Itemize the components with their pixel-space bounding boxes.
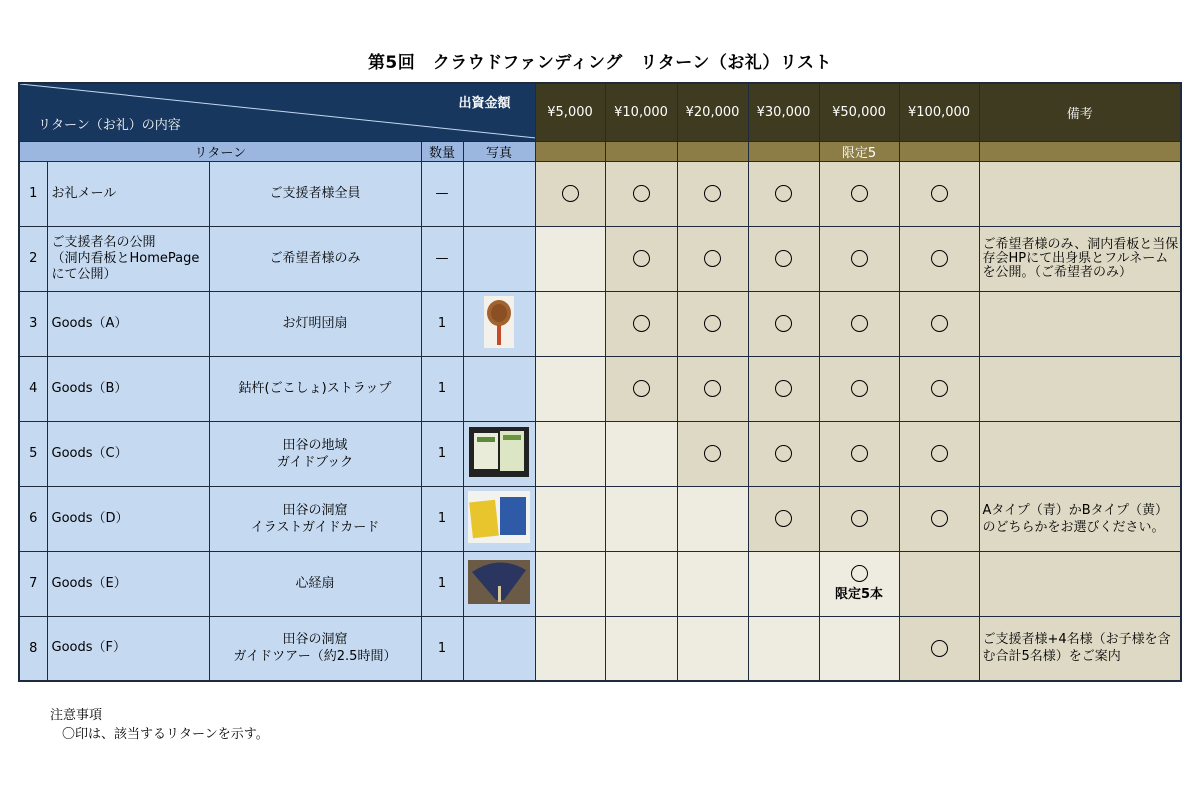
tier-cell	[748, 486, 819, 551]
tier-cell	[677, 226, 748, 291]
quantity: 1	[421, 486, 463, 551]
tier-cell	[819, 226, 899, 291]
quantity: 1	[421, 356, 463, 421]
tier-cell	[748, 551, 819, 616]
photo-cell	[463, 616, 535, 681]
circle-mark-icon	[633, 315, 650, 332]
circle-mark-icon	[931, 250, 948, 267]
return-detail: お灯明団扇	[209, 291, 421, 356]
cards-icon	[468, 491, 530, 543]
note-cell: ご支援者様+4名様（お子様を含む合計5名様）をご案内	[979, 616, 1181, 681]
return-name: Goods（E）	[47, 551, 209, 616]
tier-cell	[819, 616, 899, 681]
quantity: 1	[421, 421, 463, 486]
circle-mark-icon	[775, 445, 792, 462]
tier-cell	[677, 161, 748, 226]
row-number: 4	[19, 356, 47, 421]
quantity: 1	[421, 616, 463, 681]
circle-mark-icon	[931, 445, 948, 462]
returns-table	[18, 82, 1182, 682]
tier-cell	[677, 616, 748, 681]
tier-cell	[748, 616, 819, 681]
photo-cell	[463, 161, 535, 226]
tier-cell	[899, 226, 979, 291]
table-row	[19, 356, 1181, 421]
return-detail: 田谷の地域 ガイドブック	[209, 421, 421, 486]
circle-mark-icon	[931, 380, 948, 397]
return-name: お礼メール	[47, 161, 209, 226]
footer-heading: 注意事項	[50, 708, 103, 723]
table-row	[19, 226, 1181, 291]
return-detail: 田谷の洞窟 ガイドツアー（約2.5時間）	[209, 616, 421, 681]
photo-subheader: 写真	[463, 141, 535, 161]
note-cell	[979, 161, 1181, 226]
circle-mark-icon	[775, 380, 792, 397]
note-cell	[979, 356, 1181, 421]
return-name: Goods（D）	[47, 486, 209, 551]
circle-mark-icon	[851, 185, 868, 202]
tier-cell	[748, 226, 819, 291]
circle-mark-icon	[931, 185, 948, 202]
note-cell: Aタイプ（青）かBタイプ（黄）のどちらかをお選びください。	[979, 486, 1181, 551]
return-detail: 田谷の洞窟 イラストガイドカード	[209, 486, 421, 551]
limited-subheader: 限定5	[819, 141, 899, 161]
note-cell	[979, 551, 1181, 616]
tier-cell	[819, 486, 899, 551]
circle-mark-icon	[851, 380, 868, 397]
tier-cell	[677, 486, 748, 551]
tier-cell	[535, 616, 605, 681]
return-name: ご支援者名の公開 （洞内看板とHomePage にて公開）	[47, 226, 209, 291]
row-number: 6	[19, 486, 47, 551]
circle-mark-icon	[633, 250, 650, 267]
tier-cell	[819, 421, 899, 486]
footer-item: 〇印は、該当するリターンを示す。	[62, 727, 269, 742]
tier-cell	[748, 356, 819, 421]
quantity: —	[421, 226, 463, 291]
table-row	[19, 291, 1181, 356]
quantity: 1	[421, 551, 463, 616]
tier-cell	[819, 551, 899, 616]
tier-cell	[605, 616, 677, 681]
tier-cell	[899, 616, 979, 681]
limited-text: 限定5本	[834, 587, 884, 602]
table-row	[19, 421, 1181, 486]
tier-cell	[819, 356, 899, 421]
tier-cell	[748, 161, 819, 226]
tier-cell	[605, 291, 677, 356]
tier-cell	[899, 356, 979, 421]
photo-cell	[463, 291, 535, 356]
tier-cell	[748, 291, 819, 356]
tier-cell	[899, 551, 979, 616]
tier-cell	[605, 421, 677, 486]
table-row	[19, 486, 1181, 551]
qty-subheader: 数量	[421, 141, 463, 161]
tier-cell	[535, 161, 605, 226]
row-number: 5	[19, 421, 47, 486]
circle-mark-icon	[704, 445, 721, 462]
return-subheader: リターン	[19, 141, 421, 161]
photo-cell	[463, 486, 535, 551]
circle-mark-icon	[704, 380, 721, 397]
note-cell	[979, 291, 1181, 356]
return-name: Goods（F）	[47, 616, 209, 681]
row-number: 1	[19, 161, 47, 226]
amount-label: 出資金額	[458, 96, 511, 111]
circle-mark-icon	[851, 250, 868, 267]
circle-mark-icon	[562, 185, 579, 202]
tier-cell	[819, 291, 899, 356]
table-row	[19, 551, 1181, 616]
note-cell: ご希望者様のみ、洞内看板と当保存会HPにて出身県とフルネームを公開。（ご希望者のみ）	[979, 226, 1181, 291]
circle-mark-icon	[633, 380, 650, 397]
row-number: 8	[19, 616, 47, 681]
note-cell	[979, 421, 1181, 486]
circle-mark-icon	[851, 510, 868, 527]
row-number: 7	[19, 551, 47, 616]
circle-mark-icon	[775, 250, 792, 267]
return-detail: 鈷杵(ごこしょ)ストラップ	[209, 356, 421, 421]
circle-mark-icon	[851, 315, 868, 332]
circle-mark-icon	[704, 315, 721, 332]
tier-cell	[677, 291, 748, 356]
footer-notes	[50, 706, 269, 744]
tier-cell	[605, 226, 677, 291]
page-title: 第5回 クラウドファンディング リターン（お礼）リスト	[367, 53, 833, 73]
photo-cell	[463, 551, 535, 616]
circle-mark-icon	[851, 565, 868, 582]
return-name: Goods（A）	[47, 291, 209, 356]
return-name: Goods（C）	[47, 421, 209, 486]
tier-cell	[899, 486, 979, 551]
table-row	[19, 616, 1181, 681]
circle-mark-icon	[931, 640, 948, 657]
row-number: 2	[19, 226, 47, 291]
circle-mark-icon	[704, 250, 721, 267]
quantity: —	[421, 161, 463, 226]
tier-cell	[677, 356, 748, 421]
return-detail: 心経扇	[209, 551, 421, 616]
photo-cell	[463, 226, 535, 291]
book-icon	[469, 427, 529, 477]
tier-cell	[677, 551, 748, 616]
price-header: ¥20,000	[677, 83, 748, 141]
table-row	[19, 161, 1181, 226]
tier-cell	[899, 291, 979, 356]
tier-cell	[535, 551, 605, 616]
circle-mark-icon	[851, 445, 868, 462]
circle-mark-icon	[931, 510, 948, 527]
notes-header: 備考	[979, 83, 1181, 141]
circle-mark-icon	[775, 185, 792, 202]
tier-cell	[605, 486, 677, 551]
row-number: 3	[19, 291, 47, 356]
price-header: ¥10,000	[605, 83, 677, 141]
tier-cell	[535, 356, 605, 421]
return-name: Goods（B）	[47, 356, 209, 421]
tier-cell	[748, 421, 819, 486]
tier-cell	[605, 551, 677, 616]
quantity: 1	[421, 291, 463, 356]
tier-cell	[677, 421, 748, 486]
folding-fan-icon	[468, 560, 530, 604]
circle-mark-icon	[775, 315, 792, 332]
tier-cell	[605, 161, 677, 226]
content-label: リターン（お礼）の内容	[38, 117, 181, 133]
tier-cell	[605, 356, 677, 421]
circle-mark-icon	[931, 315, 948, 332]
circle-mark-icon	[775, 510, 792, 527]
fan-icon	[484, 296, 514, 348]
price-header: ¥5,000	[535, 83, 605, 141]
photo-cell	[463, 356, 535, 421]
photo-cell	[463, 421, 535, 486]
return-detail: ご支援者様全員	[209, 161, 421, 226]
return-detail: ご希望者様のみ	[209, 226, 421, 291]
tier-cell	[535, 226, 605, 291]
tier-cell	[819, 161, 899, 226]
tier-cell	[899, 161, 979, 226]
circle-mark-icon	[633, 185, 650, 202]
price-header: ¥100,000	[899, 83, 979, 141]
header-corner	[19, 83, 535, 141]
tier-cell	[899, 421, 979, 486]
circle-mark-icon	[704, 185, 721, 202]
price-header: ¥30,000	[748, 83, 819, 141]
tier-cell	[535, 291, 605, 356]
tier-cell	[535, 421, 605, 486]
price-header: ¥50,000	[819, 83, 899, 141]
tier-cell	[535, 486, 605, 551]
